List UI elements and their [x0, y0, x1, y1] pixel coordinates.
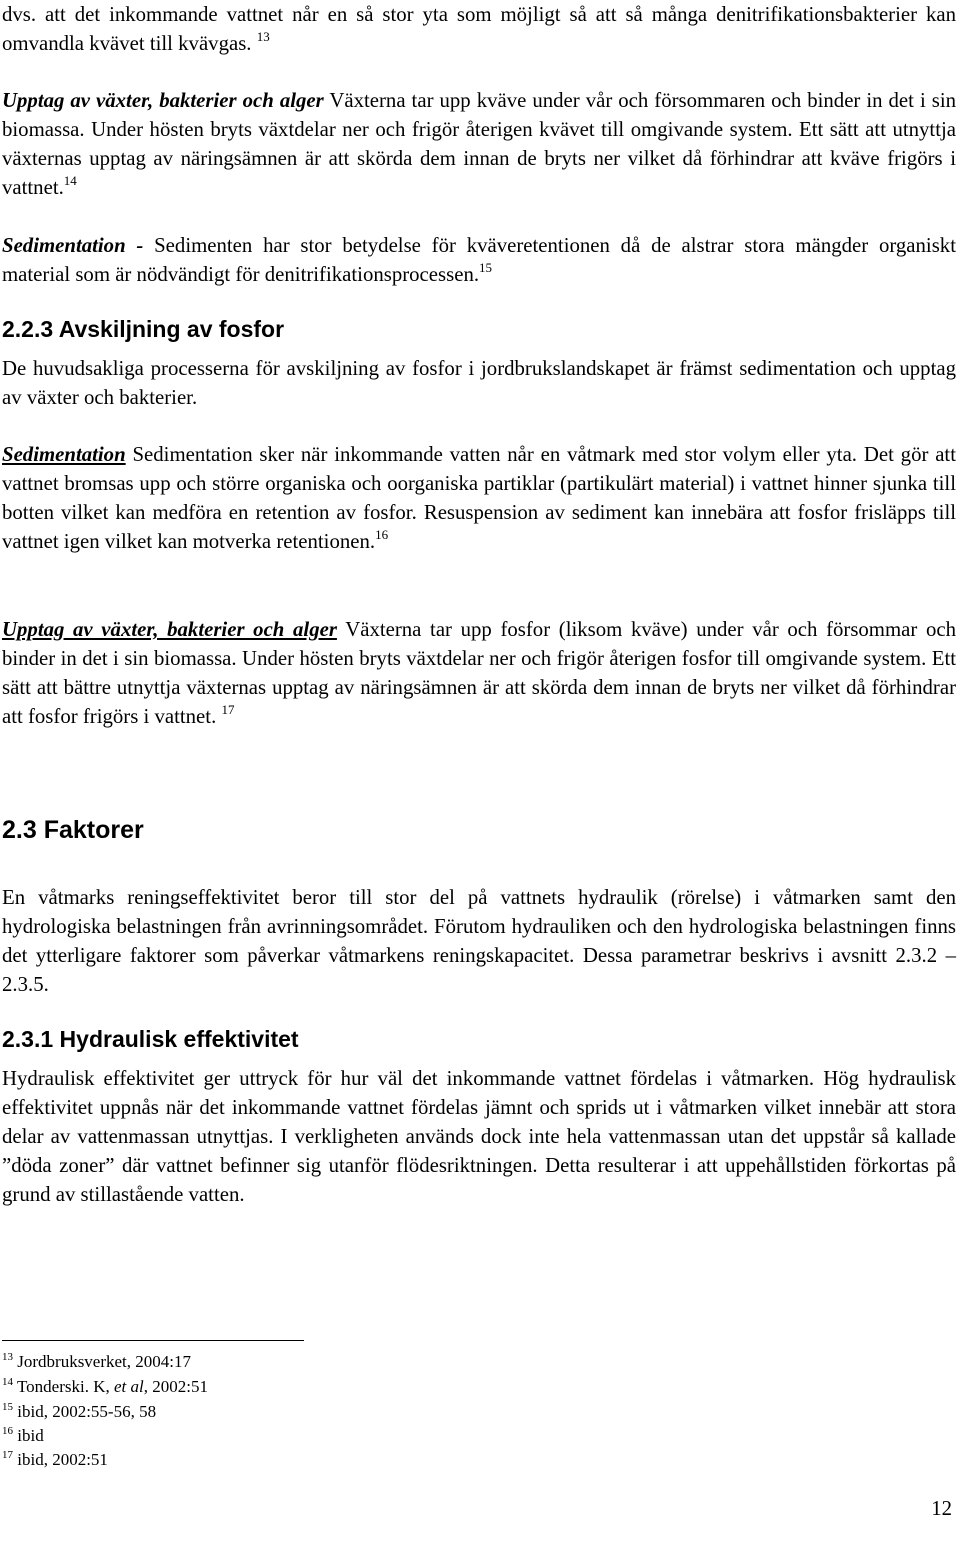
paragraph-sedimentation-nitrogen [2, 231, 956, 289]
paragraph-factors [2, 883, 956, 999]
paragraph-lead: Upptag av växter, bakterier och alger [2, 89, 324, 112]
heading-phosphorus-removal: 2.2.3 Avskiljning av fosfor [2, 316, 285, 342]
footnote-text: , 2002:51 [143, 1377, 208, 1396]
footnote-ref: 15 [479, 260, 493, 275]
footnote [2, 1375, 208, 1398]
paragraph-text: De huvudsakliga processerna för avskiljning av fosfor i jordbrukslandskapet är främst sedimentation och upptag av växter och bakterier. [2, 357, 956, 409]
footnote-number: 17 [2, 1449, 13, 1461]
footnote [2, 1424, 44, 1447]
paragraph-denitrification [2, 0, 956, 58]
paragraph-text: Växterna tar upp fosfor (liksom kväve) under vår och försommar och binder in det i sin biomassa. Under hösten bryts växtdelar ner och frigör återigen fosfor till omgivande system. Ett sätt att bättre utnyttja växternas upptag av näringsämnen är att skörda dem innan de bryts ner vilket då förhindrar att fosfor frigörs i vattnet. [2, 618, 956, 728]
footnote-ref: 17 [221, 702, 235, 717]
footnote-text: Jordbruksverket, 2004:17 [17, 1352, 192, 1371]
footnote [2, 1350, 191, 1373]
paragraph-uptake-phosphorus [2, 615, 956, 731]
section-heading [2, 315, 956, 344]
footnote-number: 13 [2, 1351, 13, 1363]
paragraph-sedimentation-phosphorus [2, 440, 956, 556]
paragraph-lead: Upptag av växter, bakterier och alger [2, 618, 337, 641]
footnote-text-italic: et al [113, 1377, 144, 1396]
footnote-ref: 16 [375, 527, 389, 542]
paragraph-text: En våtmarks reningseffektivitet beror till stor del på vattnets hydraulik (rörelse) i våtmarken samt den hydrologiska belastningen från avrinningsområdet. Förutom hydrauliken och den hydrologiska belastningen finns det ytterligare faktorer som påverkar våtmarkens reningskapacitet. Dessa parametrar beskrivs i avsnitt 2.3.2 – 2.3.5. [2, 886, 956, 996]
paragraph-phosphorus-intro [2, 354, 956, 412]
paragraph-text: Växterna tar upp kväve under vår och försommaren och binder in det i sin biomassa. Under hösten bryts växtdelar ner och frigör återigen kvävet till omgivande system. Ett sätt att utnyttja växternas upptag av näringsämnen är att skörda dem innan de bryts ner vilket då förhindrar att kväve frigörs i vattnet. [2, 89, 956, 199]
footnote-ref: 14 [63, 173, 77, 188]
section-heading [2, 815, 956, 845]
heading-hydraulic-efficiency: 2.3.1 Hydraulisk effektivitet [2, 1026, 299, 1052]
paragraph-text: dvs. att det inkommande vattnet når en så stor yta som möjligt så att så många denitrifikationsbakterier kan omvandla kvävet till kvävgas. [2, 3, 956, 55]
paragraph-hydraulic [2, 1064, 956, 1209]
paragraph-text: Sedimenten har stor betydelse för kväveretentionen då de alstrar stora mängder organiskt material som är nödvändigt för denitrifikationsprocessen. [2, 234, 956, 286]
heading-factors: 2.3 Faktorer [2, 816, 144, 844]
footnote-number: 15 [2, 1401, 13, 1413]
footnote-text: ibid, 2002:51 [17, 1450, 108, 1469]
paragraph-uptake-nitrogen [2, 86, 956, 202]
paragraph-lead: Sedimentation - [2, 234, 144, 257]
section-heading [2, 1025, 956, 1054]
footnote-divider [2, 1340, 304, 1341]
footnote [2, 1448, 108, 1471]
paragraph-text: Hydraulisk effektivitet ger uttryck för hur väl det inkommande vattnet fördelas i våtmarken. Hög hydraulisk effektivitet uppnås när det inkommande vattnet fördelas jämnt och sprids ut i våtmarken vilket innebär att stora delar av vattenmassan utnyttjas. I verkligheten används dock inte hela vattenmassan utan det uppstår så kallade ”döda zoner” där vattnet befinner sig utanför flödesriktningen. Detta resulterar i att uppehållstiden förkortas på grund av stillastående vatten. [2, 1067, 956, 1206]
paragraph-text: Sedimentation sker när inkommande vatten når en våtmark med stor volym eller yta. Det gör att vattnet bromsas upp och större organiska och oorganiska partiklar (partikulärt material) i vattnet hinner sjunka till botten vilket kan medföra en retention av fosfor. Resuspension av sediment kan innebära att fosfor frisläpps till vattnet igen vilket kan motverka retentionen. [2, 443, 956, 553]
footnote-text: Tonderski. K, [16, 1377, 114, 1396]
paragraph-lead: Sedimentation [2, 443, 126, 466]
footnote-text: ibid, 2002:55-56, 58 [17, 1402, 157, 1421]
footnote-number: 14 [2, 1376, 13, 1388]
page-number: 12 [931, 1497, 952, 1520]
footnote-text: ibid [17, 1426, 44, 1445]
footnote-ref: 13 [256, 29, 270, 44]
footnote-number: 16 [2, 1425, 13, 1437]
footnote [2, 1400, 156, 1423]
